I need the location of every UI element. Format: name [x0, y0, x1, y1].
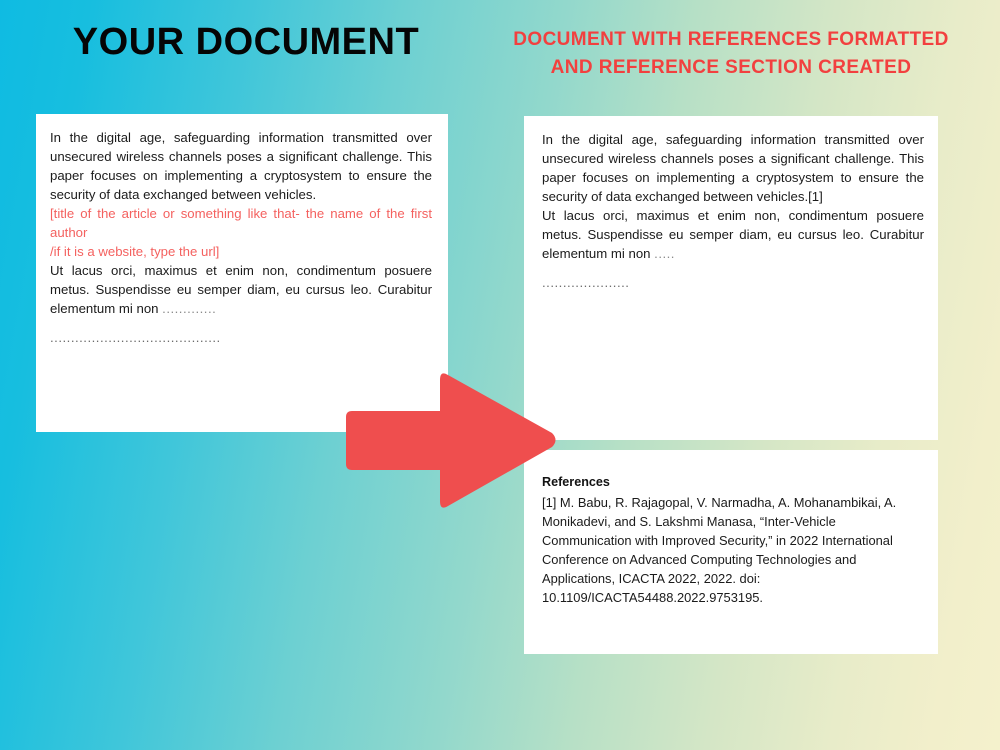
original-document-paragraph-1: In the digital age, safeguarding information transmitted over unsecured wireless channels poses a significant challenge. This paper focuses on implementing a cryptosystem to ensure the security of data exchanged between vehicles. [50, 130, 432, 202]
placeholder-note-url: /if it is a website, type the url] [50, 244, 220, 259]
right-arrow-icon [340, 368, 558, 513]
original-document-paragraph-2 [50, 261, 432, 318]
formatted-document-paragraph-1 [542, 130, 924, 206]
reference-entry-1: [1] M. Babu, R. Rajagopal, V. Narmadha, A. Mohanambikai, A. Monikadevi, and S. Lakshmi Manasa, “Inter-Vehicle Communication with Improved Security,” in 2022 International Conference on Advanced Computing Technologies and Applications, ICACTA 2022, 2022. doi: 10.1109/ICACTA54488.2022.9753195. [542, 494, 897, 606]
original-document-paragraph-2-ellipsis: ............. [162, 301, 217, 316]
references-card [524, 450, 938, 654]
formatted-document-trailing-dots: ..................... [542, 275, 630, 290]
references-heading: References [542, 475, 610, 489]
placeholder-note-title-author: [title of the article or something like that- the name of the first author [50, 206, 432, 240]
page-title-left: YOUR DOCUMENT [72, 21, 420, 63]
formatted-document-card [524, 116, 938, 440]
formatted-document-paragraph-2-text: Ut lacus orci, maximus et enim non, condimentum posuere metus. Suspendisse eu semper diam, eu cursus leo. Curabitur elementum mi non [542, 208, 924, 261]
inline-citation-marker: [1] [808, 189, 823, 204]
formatted-document-paragraph-1-text: In the digital age, safeguarding information transmitted over unsecured wireless channels poses a significant challenge. This paper focuses on implementing a cryptosystem to ensure the security of data exchanged between vehicles. [542, 132, 924, 204]
formatted-document-paragraph-2 [542, 206, 924, 263]
page-title-right: DOCUMENT WITH REFERENCES FORMATTED AND REFERENCE SECTION CREATED [513, 29, 949, 78]
formatted-document-paragraph-2-ellipsis: ..... [654, 246, 675, 261]
original-document-paragraph-2-text: Ut lacus orci, maximus et enim non, condimentum posuere metus. Suspendisse eu semper diam, eu cursus leo. Curabitur elementum mi non [50, 263, 432, 316]
original-document-trailing-dots: ......................................... [50, 330, 221, 345]
